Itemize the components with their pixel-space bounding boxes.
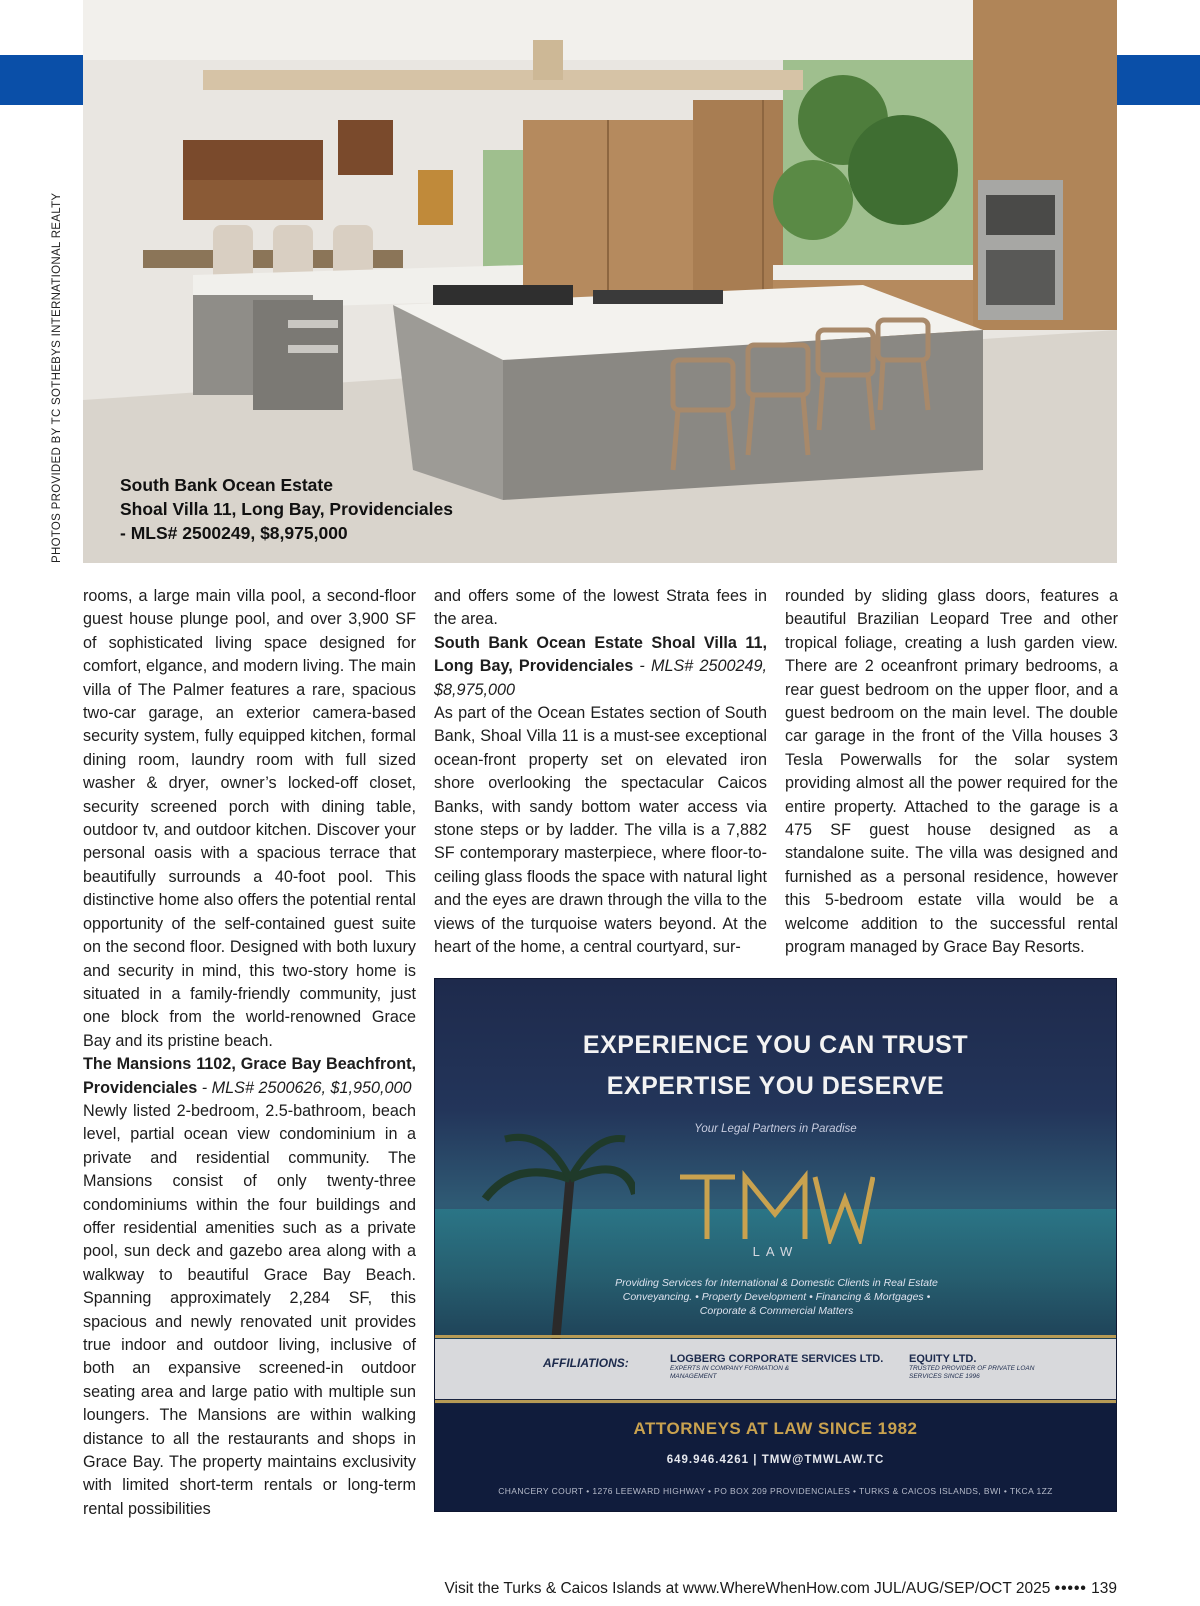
ad-services-line: Providing Services for International & Domestic Clients in Real Estate	[615, 1277, 938, 1289]
ad-services	[535, 1276, 1018, 1318]
ad-address: CHANCERY COURT • 1276 LEEWARD HIGHWAY • PO BOX 209 PROVIDENCIALES • TURKS & CAICOS ISLANDS, BWI • TKCA 1ZZ	[498, 1486, 1053, 1496]
ad-services-line: Conveyancing. • Property Development • Financing & Mortgages •	[622, 1291, 931, 1303]
blue-edge-tab-right	[1117, 55, 1200, 105]
article-column-2	[434, 585, 767, 960]
affiliation-equity	[909, 1353, 1059, 1381]
hero-caption-title: South Bank Ocean Estate	[120, 475, 333, 495]
affiliations-label: AFFILIATIONS:	[543, 1356, 629, 1370]
ad-logo-sub: LAW	[752, 1244, 799, 1259]
page-footer	[365, 1580, 1117, 1598]
ad-services-line: Corporate & Commercial Matters	[699, 1305, 854, 1317]
listing-mls-price: - MLS# 2500249, $8,975,000	[434, 657, 768, 699]
affiliation-name: LOGBERG CORPORATE SERVICES LTD.	[670, 1353, 884, 1365]
listing-heading	[434, 632, 767, 702]
gold-divider	[435, 1335, 1116, 1338]
footer-dots: •••••	[1054, 1580, 1087, 1597]
affiliation-logberg	[670, 1353, 883, 1381]
listing-heading	[83, 1053, 416, 1100]
blue-edge-tab-left	[0, 55, 83, 105]
ad-tagline: Your Legal Partners in Paradise	[694, 1123, 857, 1135]
paragraph: and offers some of the lowest Strata fees in the area.	[434, 587, 767, 629]
affiliation-subtitle: EXPERTS IN COMPANY FORMATION & MANAGEMENT	[670, 1365, 790, 1380]
ad-contact: 649.946.4261 | TMW@TMWLAW.TC	[666, 1454, 885, 1466]
listing-title: The Mansions 1102, Grace Bay Beachfront, Providenciales	[83, 1055, 416, 1097]
hero-caption-location: Shoal Villa 11, Long Bay, Providenciales	[120, 499, 453, 519]
hero-photo	[83, 0, 1117, 563]
gold-divider	[435, 1400, 1116, 1403]
ad-headline-1: EXPERIENCE YOU CAN TRUST	[582, 1031, 969, 1059]
page-number: 139	[1091, 1580, 1117, 1597]
footer-text: Visit the Turks & Caicos Islands at www.WhereWhenHow.com JUL/AUG/SEP/OCT 2025	[444, 1580, 1051, 1597]
affiliation-name: EQUITY LTD.	[909, 1353, 977, 1365]
affiliation-subtitle: TRUSTED PROVIDER OF PRIVATE LOAN SERVICES SINCE 1996	[909, 1365, 1035, 1380]
hero-caption-mls: - MLS# 2500249, $8,975,000	[120, 523, 348, 543]
article-column-1	[83, 585, 416, 1521]
listing-title: South Bank Ocean Estate Shoal Villa 11, Long Bay, Providenciales	[434, 633, 767, 676]
ad-affiliations	[435, 1339, 1116, 1399]
hero-caption	[120, 473, 453, 545]
article-column-3	[785, 585, 1118, 960]
ad-headline-2: EXPERTISE YOU DESERVE	[606, 1072, 945, 1100]
ad-attorneys: ATTORNEYS AT LAW SINCE 1982	[633, 1419, 918, 1438]
paragraph: As part of the Ocean Estates section of South Bank, Shoal Villa 11 is a must-see exceptional ocean-front property set on elevated iron shore overlooking the spectacular Caicos Banks, with sandy bottom water access via stone steps or by ladder. The villa is a 7,882 SF contemporary masterpiece, where floor-to-ceiling glass floods the space with natural light and the eyes are drawn through the villa to the views of the turquoise waters beyond. At the heart of the home, a central courtyard, sur-	[434, 704, 767, 957]
paragraph: rooms, a large main villa pool, a second-floor guest house plunge pool, and over 3,900 SF of sophisticated living space designed for comfort, elgance, and modern living. The main villa of The Palmer features a rare, spacious two-car garage, an exterior camera-based security system, fully equipped kitchen, formal dining room, laundry room with full sized washer & dryer, owner’s locked-off closet, security screened porch with dining table, outdoor tv, and outdoor kitchen. Discover your personal oasis with a spacious terrace that beautifully surrounds a 40-foot pool. This distinctive home also offers the potential rental opportunity of the self-contained guest suite on the second floor. Designed with both luxury and security in mind, this two-story home is situated in a family-friendly community, just one block from the world-renowned Grace Bay and its pristine beach.	[83, 587, 416, 1050]
photo-credit: PHOTOS PROVIDED BY TC SOTHEBYS INTERNATIONAL REALTY	[51, 192, 63, 563]
listing-mls-price: - MLS# 2500626, $1,950,000	[197, 1078, 412, 1097]
paragraph: rounded by sliding glass doors, features a beautiful Brazilian Leopard Tree and other tropical foliage, creating a lush garden view. There are 2 oceanfront primary bedrooms, a rear guest bedroom on the upper floor, and a guest bedroom on the main level. The double car garage in the front of the Villa houses 3 Tesla Powerwalls for the solar system providing almost all the power required for the entire property. Attached to the garage is a 475 SF guest house designed as a standalone suite. The villa was designed and furnished as a personal residence, however this 5-bedroom estate villa would be a welcome addition to the successful rental program managed by Grace Bay Resorts.	[785, 587, 1118, 957]
tmw-law-advertisement	[434, 978, 1117, 1512]
tmw-logo-icon	[675, 1169, 875, 1244]
paragraph: Newly listed 2-bedroom, 2.5-bathroom, beach level, partial ocean view condominium in a private and residential community. The Mansions consist of only twenty-three condominiums within the four buildings and offer residential amenities such as a private pool, sun deck and gazebo area along with a walkway to beautiful Grace Bay Beach. Spanning approximately 2,284 SF, this spacious and newly renovated unit provides true indoor and outdoor living, inclusive of both an expansive screened-in outdoor seating area and large patio with multiple sun loungers. The Mansions are within walking distance to all the restaurants and shops in Grace Bay. The property maintains exclusivity with limited short-term rentals or long-term rental possibilities	[83, 1101, 416, 1518]
